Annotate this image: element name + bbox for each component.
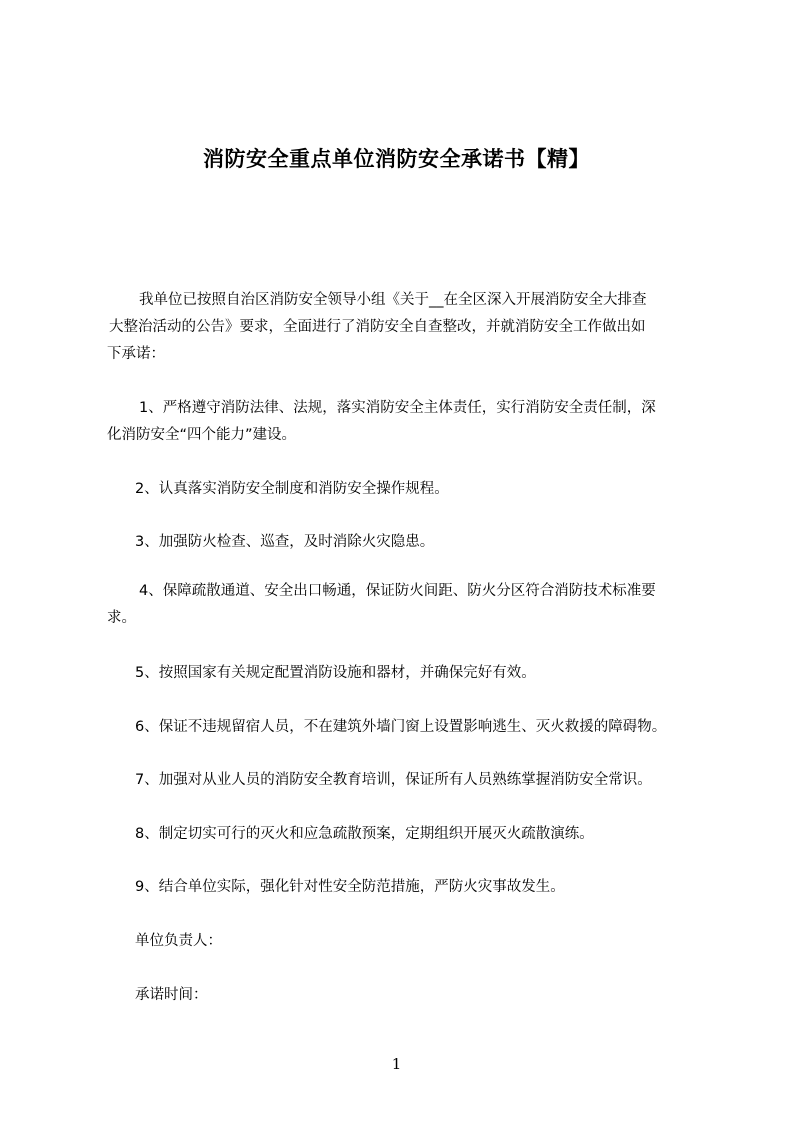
item-5-line-1: 5、按照国家有关规定配置消防设施和器材，并确保完好有效。 [135, 665, 536, 681]
responsible-person-text: 单位负责人： [135, 933, 222, 949]
commitment-date-label [107, 982, 717, 1009]
item-9 [107, 874, 717, 901]
item-5 [107, 660, 717, 687]
item-4-line-1: 4、保障疏散通道、安全出口畅通，保证防火间距、防火分区符合消防技术标准要 [139, 583, 656, 599]
page-number: 1 [391, 1055, 402, 1073]
intro-line-1: 我单位已按照自治区消防安全领导小组《关于__在全区深入开展消防安全大排查 [139, 292, 647, 308]
item-1 [107, 395, 717, 449]
item-2-line-1: 2、认真落实消防安全制度和消防安全操作规程。 [135, 481, 449, 497]
item-3 [107, 529, 717, 556]
commitment-date-text: 承诺时间： [135, 987, 208, 1003]
item-2 [107, 476, 717, 503]
item-6 [107, 714, 717, 741]
item-8 [107, 821, 717, 848]
item-7-line-1: 7、加强对从业人员的消防安全教育培训，保证所有人员熟练掌握消防安全常识。 [135, 772, 652, 788]
intro-line-3: 下承诺： [107, 346, 165, 362]
item-4 [107, 578, 717, 632]
intro-line-2: 大整治活动的公告》要求，全面进行了消防安全自查整改，并就消防安全工作做出如 [109, 319, 646, 335]
item-8-line-1: 8、制定切实可行的灭火和应急疏散预案，定期组织开展灭火疏散演练。 [135, 826, 594, 842]
item-1-line-1: 1、严格遵守消防法律、法规，落实消防安全主体责任，实行消防安全责任制，深 [139, 400, 656, 416]
item-3-line-1: 3、加强防火检查、巡查，及时消除火灾隐患。 [135, 534, 435, 550]
intro-paragraph [107, 287, 717, 368]
item-7 [107, 767, 717, 794]
responsible-person-label [107, 928, 717, 955]
document-title: 消防安全重点单位消防安全承诺书【精】 [203, 147, 590, 171]
item-1-line-2: 化消防安全“四个能力”建设。 [107, 427, 297, 443]
item-9-line-1: 9、结合单位实际，强化针对性安全防范措施，严防火灾事故发生。 [135, 879, 565, 895]
item-6-line-1: 6、保证不违规留宿人员，不在建筑外墙门窗上设置影响逃生、灭火救援的障碍物。 [135, 719, 667, 735]
item-4-line-2: 求。 [107, 610, 136, 626]
